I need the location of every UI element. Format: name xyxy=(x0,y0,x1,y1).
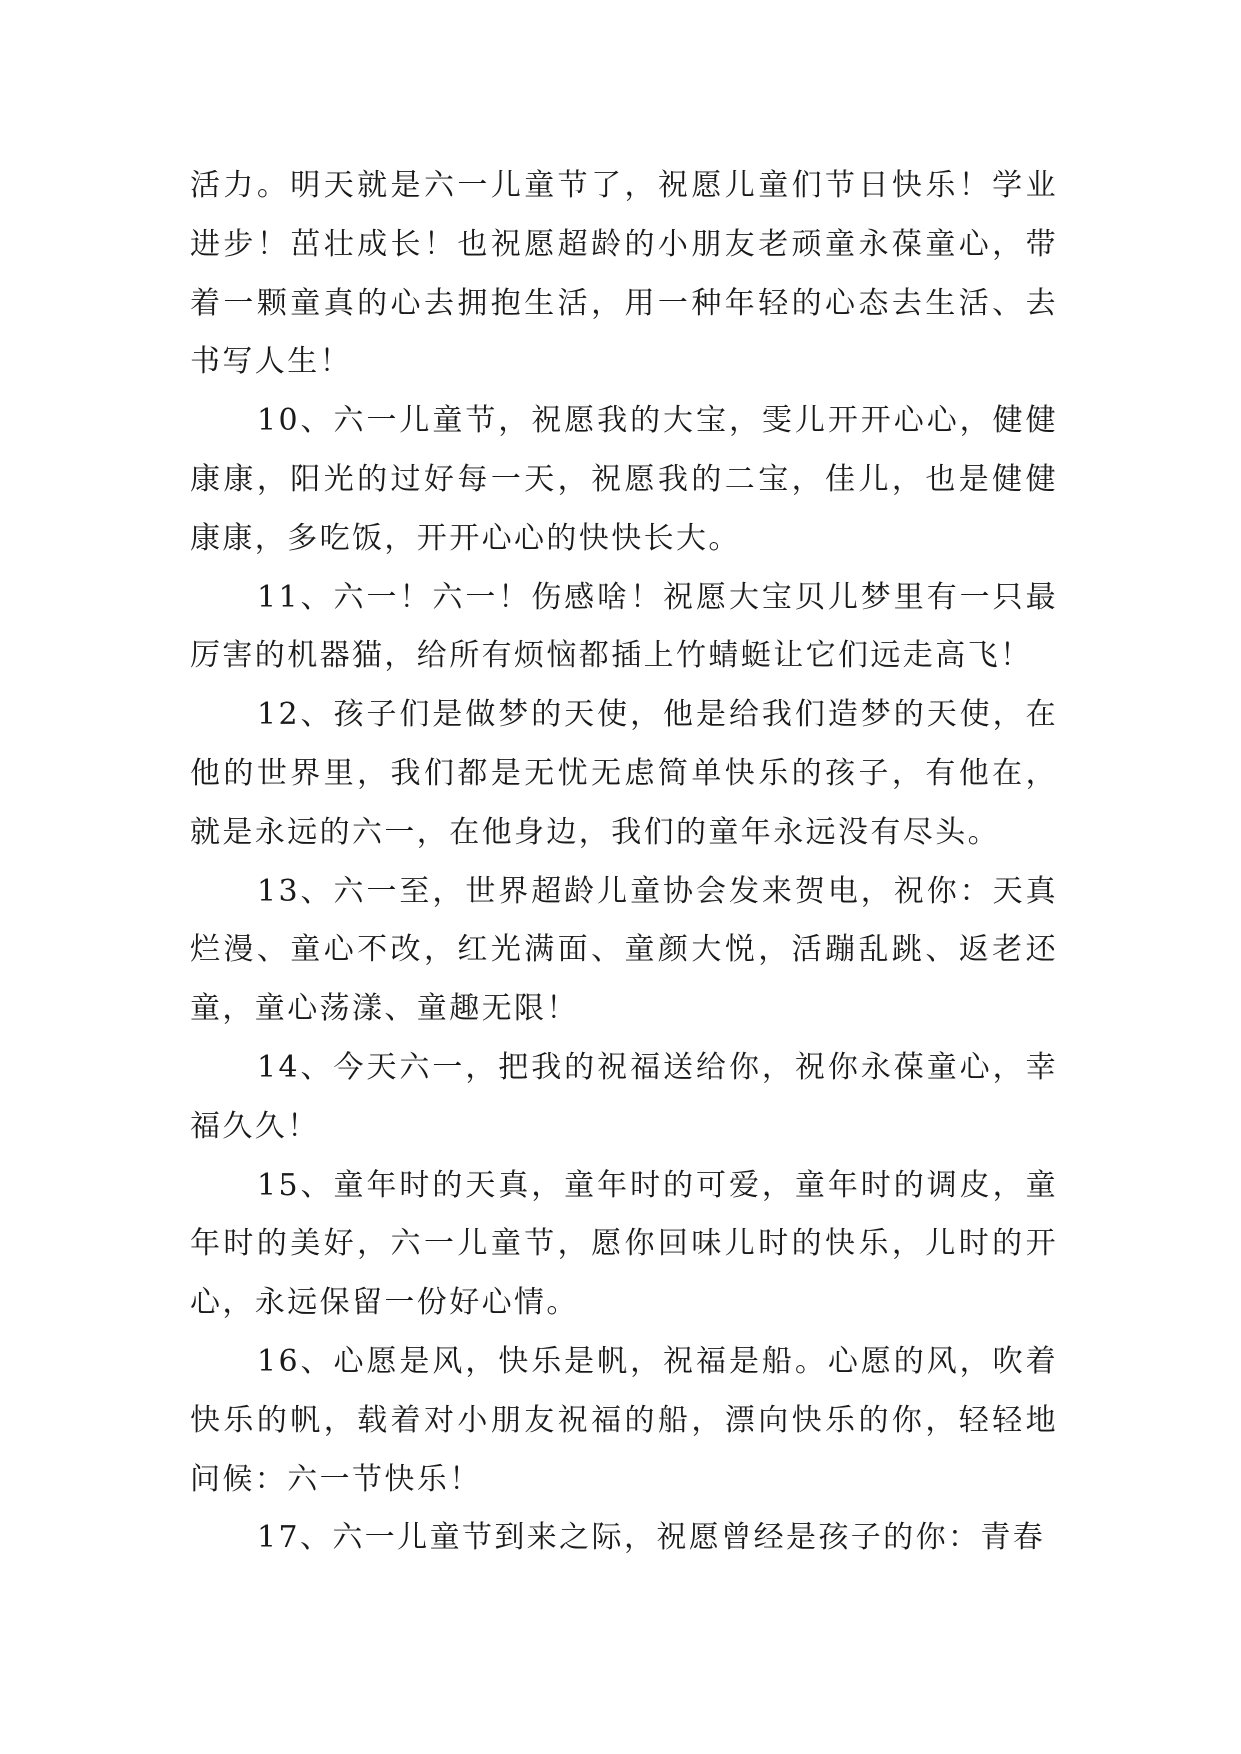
paragraph-3: 11、六一！六一！伤感啥！祝愿大宝贝儿梦里有一只最厉害的机器猫，给所有烦恼都插上竹蜻蜓让它们远走高飞！ xyxy=(190,579,1058,674)
document-body xyxy=(190,157,1058,1568)
paragraph-4: 12、孩子们是做梦的天使，他是给我们造梦的天使，在他的世界里，我们都是无忧无虑简单快乐的孩子，有他在，就是永远的六一，在他身边，我们的童年永远没有尽头。 xyxy=(190,697,1058,850)
paragraph-9: 17、六一儿童节到来之际，祝愿曾经是孩子的你：青春 xyxy=(257,1520,1046,1556)
paragraph-6: 14、今天六一，把我的祝福送给你，祝你永葆童心，幸福久久！ xyxy=(190,1049,1058,1144)
paragraph-7: 15、童年时的天真，童年时的可爱，童年时的调皮，童年时的美好，六一儿童节，愿你回味儿时的快乐，儿时的开心，永远保留一份好心情。 xyxy=(190,1167,1058,1321)
paragraph-2: 10、六一儿童节，祝愿我的大宝，雯儿开开心心，健健康康，阳光的过好每一天，祝愿我的二宝，佳儿，也是健健康康，多吃饭，开开心心的快快长大。 xyxy=(190,403,1058,556)
paragraph-1: 活力。明天就是六一儿童节了，祝愿儿童们节日快乐！学业进步！茁壮成长！也祝愿超龄的小朋友老顽童永葆童心，带着一颗童真的心去拥抱生活，用一种年轻的心态去生活、去书写人生！ xyxy=(190,168,1058,380)
paragraph-5: 13、六一至，世界超龄儿童协会发来贺电，祝你：天真烂漫、童心不改，红光满面、童颜大悦，活蹦乱跳、返老还童，童心荡漾、童趣无限！ xyxy=(190,873,1058,1027)
paragraph-8: 16、心愿是风，快乐是帆，祝福是船。心愿的风，吹着快乐的帆，载着对小朋友祝福的船，漂向快乐的你，轻轻地问候：六一节快乐！ xyxy=(190,1343,1058,1497)
